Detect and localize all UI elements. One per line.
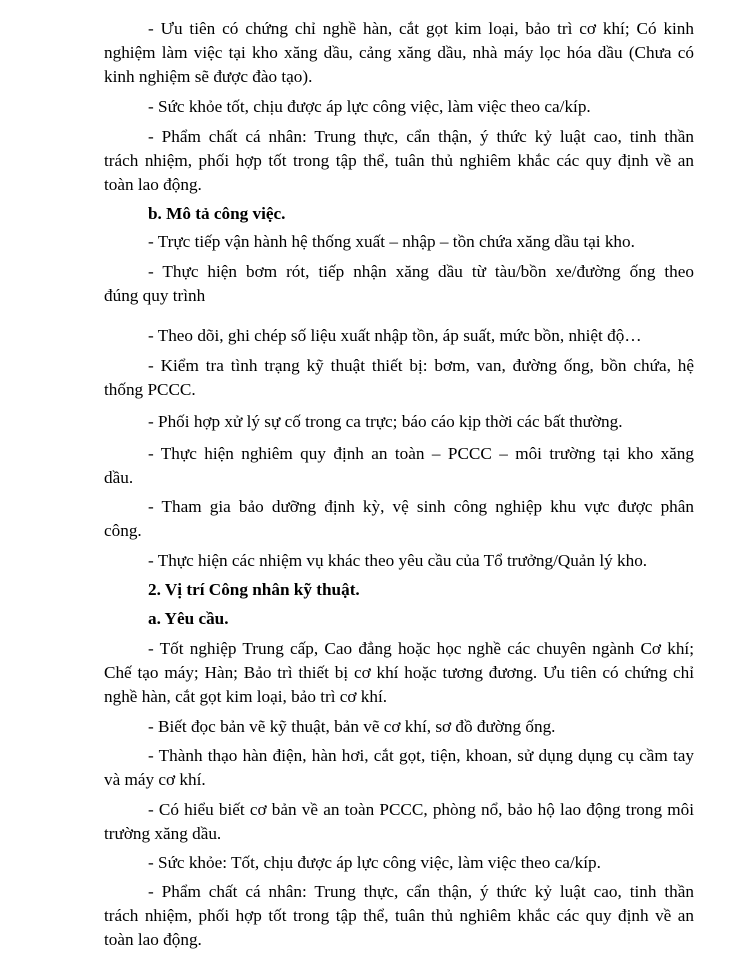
task-line: - Phối hợp xử lý sự cố trong ca trực; báo cáo kịp thời các bất thường. bbox=[148, 412, 623, 431]
task-line: - Kiểm tra tình trạng kỹ thuật thiết bị: bơm, van, đường ống, bồn chứa, hệ bbox=[148, 356, 694, 375]
requirement-line: Chế tạo máy; Hàn; Bảo trì thiết bị cơ khí hoặc tương đương. Ưu tiên có chứng chỉ bbox=[104, 663, 694, 682]
requirement-line: - Phẩm chất cá nhân: Trung thực, cẩn thận, ý thức kỷ luật cao, tinh thần bbox=[148, 882, 694, 901]
task-line: - Thực hiện bơm rót, tiếp nhận xăng dầu từ tàu/bồn xe/đường ống theo bbox=[148, 262, 694, 281]
task-line: - Tham gia bảo dưỡng định kỳ, vệ sinh công nghiệp khu vực được phân bbox=[148, 497, 694, 516]
requirement-line: trách nhiệm, phối hợp tốt trong tập thể, tuân thủ nghiêm khắc các quy định về an bbox=[104, 151, 694, 170]
task-line: đúng quy trình bbox=[104, 286, 206, 305]
requirement-line: - Sức khỏe: Tốt, chịu được áp lực công việc, làm việc theo ca/kíp. bbox=[148, 853, 601, 872]
requirement-line: - Ưu tiên có chứng chỉ nghề hàn, cắt gọt kim loại, bảo trì cơ khí; Có kinh bbox=[148, 19, 694, 38]
requirement-line: - Biết đọc bản vẽ kỹ thuật, bản vẽ cơ khí, sơ đồ đường ống. bbox=[148, 717, 556, 736]
requirement-line: toàn lao động. bbox=[104, 175, 202, 194]
requirement-line: và máy cơ khí. bbox=[104, 770, 206, 789]
section-heading: 2. Vị trí Công nhân kỹ thuật. bbox=[148, 580, 360, 599]
task-line: dầu. bbox=[104, 468, 134, 487]
requirement-line: trường xăng dầu. bbox=[104, 824, 222, 843]
section-heading: b. Mô tả công việc. bbox=[148, 204, 286, 223]
task-line: - Trực tiếp vận hành hệ thống xuất – nhập – tồn chứa xăng dầu tại kho. bbox=[148, 232, 635, 251]
task-line: công. bbox=[104, 521, 142, 540]
subsection-heading: a. Yêu cầu. bbox=[148, 609, 229, 628]
requirement-line: - Tốt nghiệp Trung cấp, Cao đẳng hoặc học nghề các chuyên ngành Cơ khí; bbox=[148, 639, 694, 658]
requirement-line: trách nhiệm, phối hợp tốt trong tập thể, tuân thủ nghiêm khắc các quy định về an bbox=[104, 906, 694, 925]
task-line: - Thực hiện nghiêm quy định an toàn – PCCC – môi trường tại kho xăng bbox=[148, 444, 694, 463]
requirement-line: toàn lao động. bbox=[104, 930, 202, 949]
requirement-line: nghiệm làm việc tại kho xăng dầu, cảng xăng dầu, nhà máy lọc hóa dầu (Chưa có bbox=[104, 43, 694, 62]
task-line: - Thực hiện các nhiệm vụ khác theo yêu cầu của Tổ trưởng/Quản lý kho. bbox=[148, 551, 648, 570]
requirement-line: - Có hiểu biết cơ bản về an toàn PCCC, phòng nổ, bảo hộ lao động trong môi bbox=[148, 800, 694, 819]
task-line: - Theo dõi, ghi chép số liệu xuất nhập tồn, áp suất, mức bồn, nhiệt độ… bbox=[148, 326, 642, 345]
task-line: thống PCCC. bbox=[104, 380, 196, 399]
requirement-line: - Phẩm chất cá nhân: Trung thực, cẩn thận, ý thức kỷ luật cao, tinh thần bbox=[148, 127, 694, 146]
requirement-line: - Thành thạo hàn điện, hàn hơi, cắt gọt, tiện, khoan, sử dụng dụng cụ cầm tay bbox=[148, 746, 694, 765]
requirement-line: - Sức khỏe tốt, chịu được áp lực công việc, làm việc theo ca/kíp. bbox=[148, 97, 591, 116]
requirement-line: nghề hàn, cắt gọt kim loại, bảo trì cơ khí. bbox=[104, 687, 388, 706]
requirement-line: kinh nghiệm sẽ được đào tạo). bbox=[104, 67, 313, 86]
